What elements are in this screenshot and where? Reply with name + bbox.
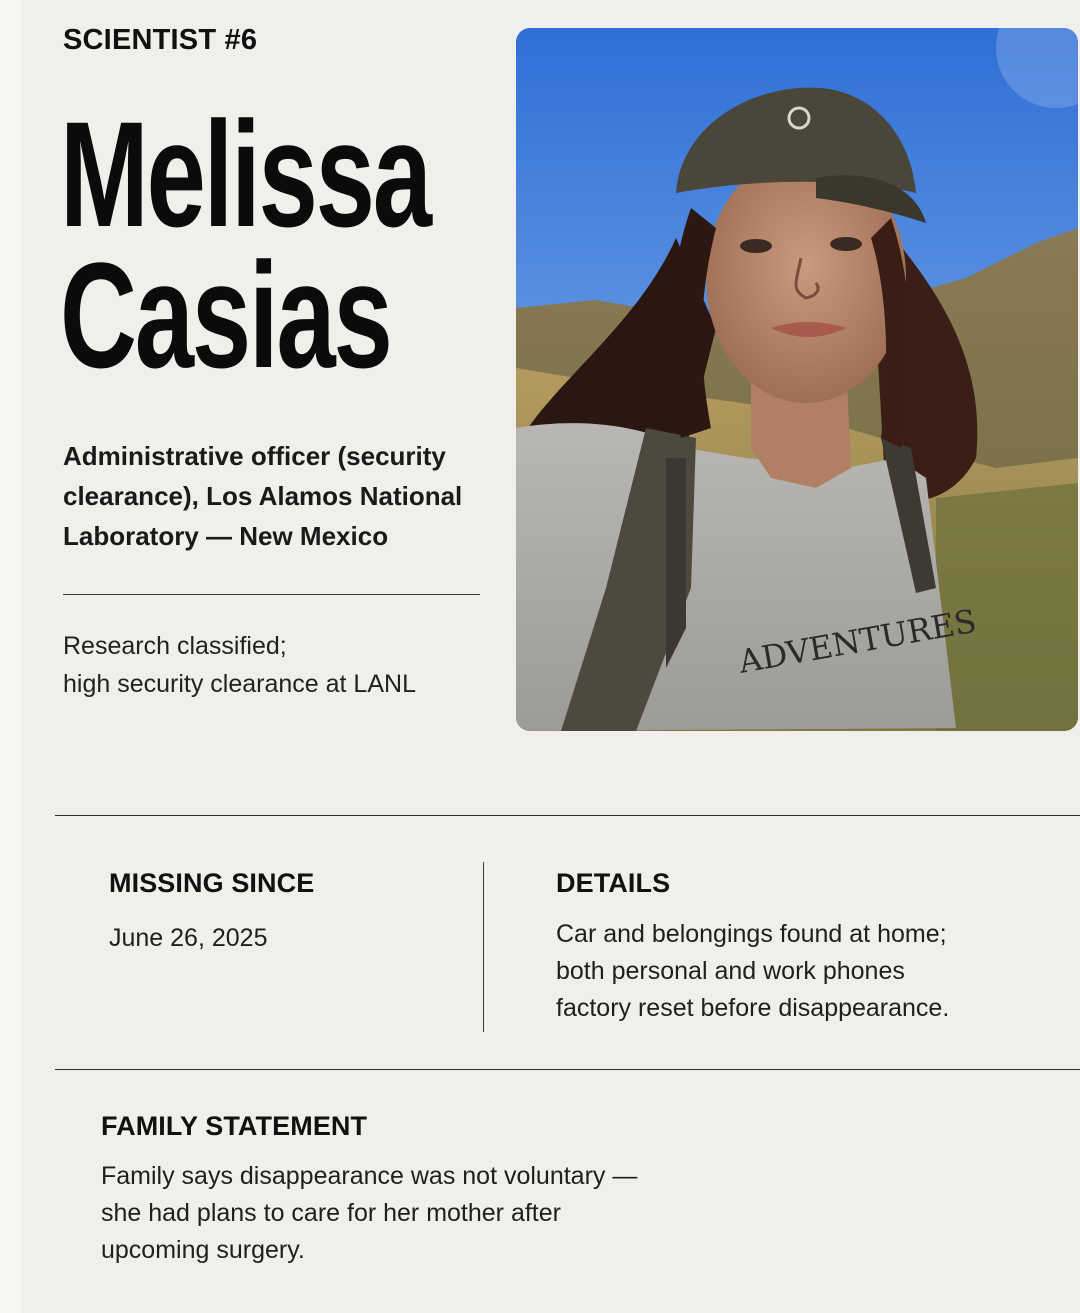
- left-margin-strip: [0, 0, 22, 1313]
- portrait-photo: [516, 28, 1078, 731]
- family-statement-text: [101, 1158, 721, 1269]
- name-first-line: Melissa: [60, 90, 430, 258]
- details-label: DETAILS: [556, 868, 671, 898]
- role-description: Administrative officer (security clearance), Los Alamos National Laboratory — New Mexico: [63, 441, 463, 551]
- person-name: [60, 90, 430, 399]
- family-line-3: upcoming surgery.: [101, 1236, 305, 1264]
- family-line-2: she had plans to care for her mother after: [101, 1199, 561, 1227]
- shirt-print-text: ADVENTURES: [735, 601, 980, 681]
- details-line-3: factory reset before disappearance.: [556, 994, 950, 1022]
- column-divider: [483, 862, 484, 1032]
- research-note: [63, 627, 483, 703]
- missing-since-label: MISSING SINCE: [109, 868, 315, 898]
- divider-bottom: [55, 1069, 1080, 1070]
- research-line-1: Research classified;: [63, 632, 287, 660]
- research-line-2: high security clearance at LANL: [63, 670, 416, 698]
- details-text: [556, 916, 1056, 1027]
- missing-since-date: June 26, 2025: [109, 924, 268, 952]
- details-line-2: both personal and work phones: [556, 957, 905, 985]
- divider-short: [63, 594, 480, 595]
- divider-top: [55, 815, 1080, 816]
- details-line-1: Car and belongings found at home;: [556, 920, 947, 948]
- family-line-1: Family says disappearance was not voluntary —: [101, 1162, 638, 1190]
- scientist-number-label: SCIENTIST #6: [63, 24, 258, 56]
- family-statement-label: FAMILY STATEMENT: [101, 1111, 368, 1141]
- name-last-line: Casias: [60, 231, 391, 399]
